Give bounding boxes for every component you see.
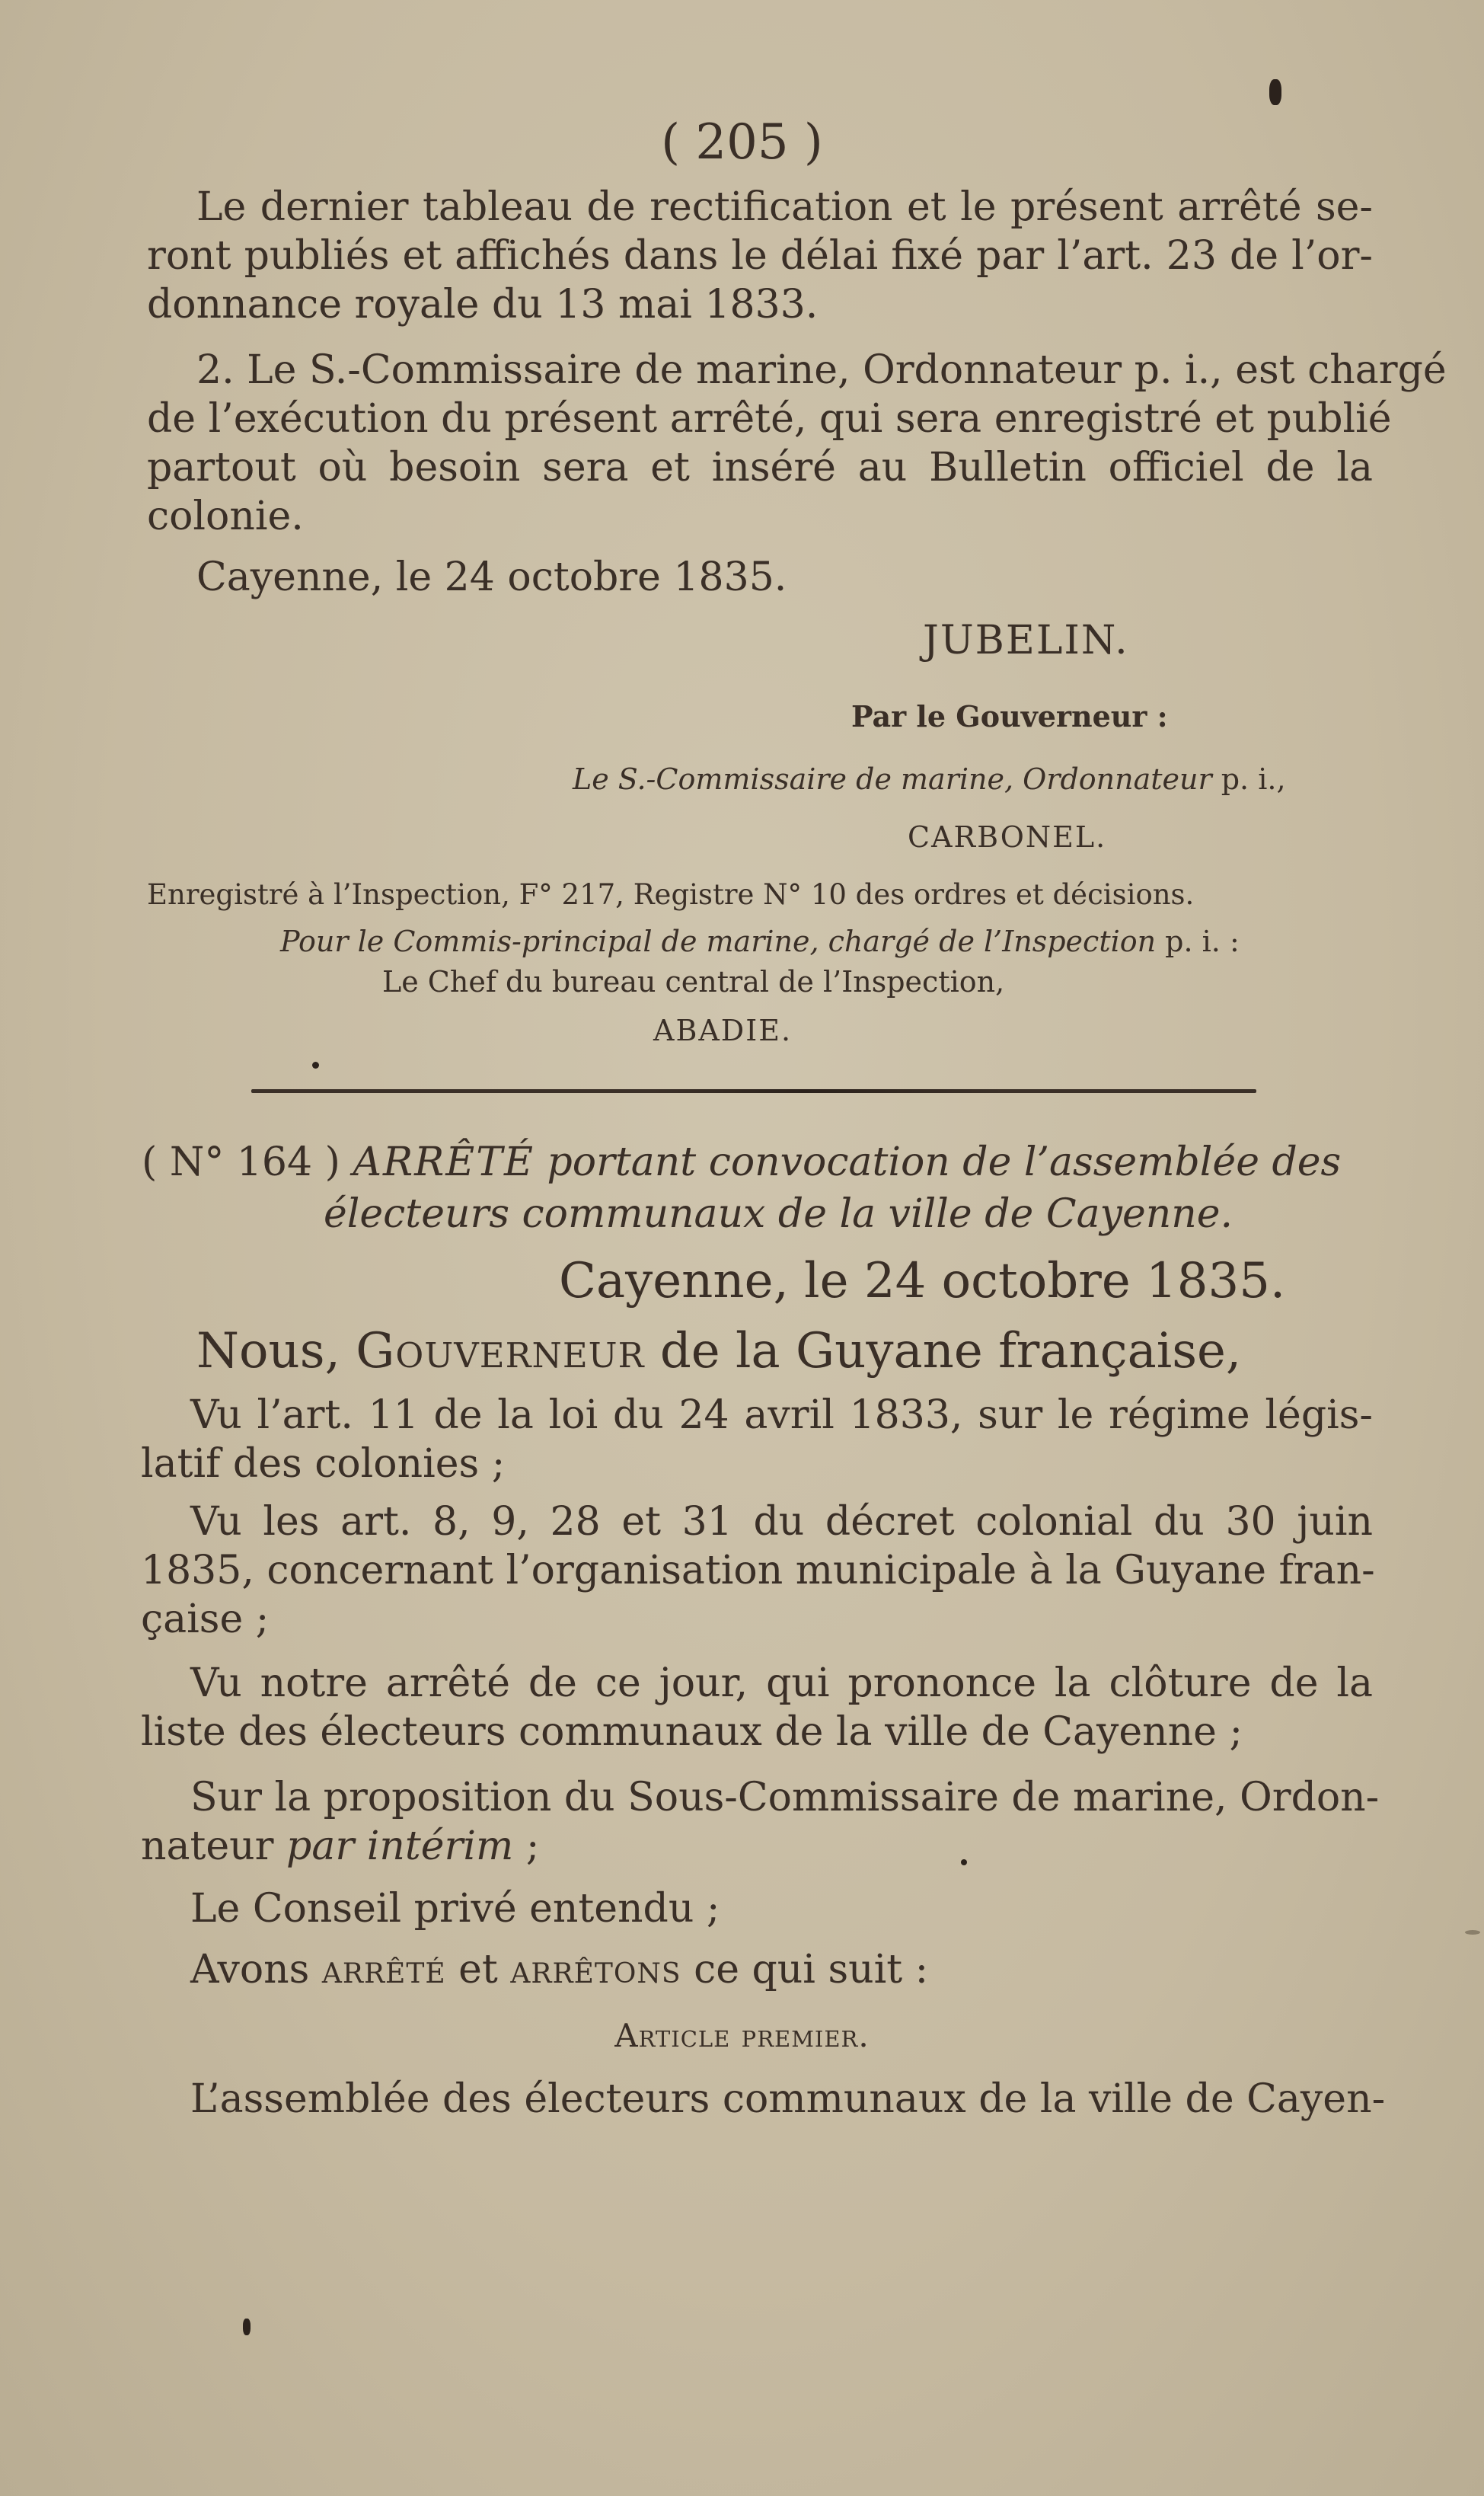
- arrete-title-rest: portant convocation de l’assemblée des: [534, 1139, 1342, 1185]
- par-interim: par intérim: [286, 1823, 514, 1869]
- paragraph-line: L’assemblée des électeurs communaux de la ville de Cayen-: [190, 2076, 1386, 2122]
- paragraph-line: Vu les art. 8, 9, 28 et 31 du décret colonial du 30 juin: [190, 1499, 1373, 1545]
- paragraph-line: Vu notre arrêté de ce jour, qui prononce la clôture de la: [190, 1660, 1373, 1706]
- arretons-word: arrêtons: [510, 1947, 681, 1993]
- abadie-signature: ABADIE.: [653, 1014, 793, 1047]
- ink-speck: [961, 1859, 967, 1865]
- nous-word: Nous,: [196, 1323, 340, 1379]
- line-end: ;: [513, 1823, 540, 1869]
- pour-le-suffix: p. i. :: [1156, 925, 1240, 958]
- paragraph-line: Vu l’art. 11 de la loi du 24 avril 1833, sur le régime légis-: [190, 1392, 1373, 1438]
- et-word: et: [445, 1947, 511, 1993]
- pour-le-line: [280, 927, 1240, 956]
- paragraph-line: 2. Le S.-Commissaire de marine, Ordonnateur p. i., est chargé: [196, 347, 1447, 393]
- par-le-gouverneur: Par le Gouverneur :: [851, 699, 1168, 733]
- article-heading: Article premier.: [614, 2017, 870, 2054]
- arrete-heading-line2: électeurs communaux de la ville de Cayenne.: [324, 1191, 1233, 1237]
- paragraph-line: donnance royale du 13 mai 1833.: [147, 282, 819, 328]
- paragraph-line: colonie.: [147, 494, 304, 539]
- commissaire-title: Le S.-Commissaire de marine, Ordonnateur: [573, 762, 1212, 796]
- registration-line: Enregistré à l’Inspection, F° 217, Registre N° 10 des ordres et décisions.: [147, 878, 1195, 911]
- arrete-place-date: Cayenne, le 24 octobre 1835.: [559, 1253, 1286, 1309]
- gouverneur-word: Gouverneur: [356, 1323, 645, 1379]
- date-line: Cayenne, le 24 octobre 1835.: [196, 554, 787, 600]
- arrete-number: ( N° 164 ): [142, 1139, 340, 1185]
- ink-speck: [1269, 79, 1281, 105]
- pour-le-title: Pour le Commis-principal de marine, chargé de l’Inspection: [280, 925, 1157, 958]
- chef-line: Le Chef du bureau central de l’Inspection,: [382, 965, 1005, 999]
- commissaire-line: [573, 762, 1286, 796]
- paragraph-line: partout où besoin sera et inséré au Bulletin officiel de la: [147, 445, 1373, 491]
- page-number: ( 205 ): [661, 114, 823, 171]
- section-divider: [251, 1089, 1256, 1093]
- commissaire-suffix: p. i.,: [1211, 762, 1286, 796]
- nateur-word: nateur: [141, 1823, 287, 1869]
- carbonel-signature: CARBONEL.: [908, 820, 1107, 854]
- paragraph-line: de l’exécution du présent arrêté, qui sera enregistré et publié: [147, 396, 1392, 442]
- arrete-title-caps: ARRÊTÉ: [353, 1139, 535, 1185]
- paragraph-line: çaise ;: [141, 1596, 270, 1642]
- paragraph-line: 1835, concernant l’organisation municipale à la Guyane fran-: [141, 1548, 1375, 1593]
- nous-rest: de la Guyane française,: [644, 1323, 1242, 1379]
- paragraph-line: Le dernier tableau de rectification et le présent arrêté se-: [196, 184, 1373, 230]
- paragraph-line: Sur la proposition du Sous-Commissaire de marine, Ordon-: [190, 1775, 1380, 1820]
- avons-line: [190, 1947, 929, 1993]
- paragraph-line: ront publiés et affichés dans le délai fixé par l’art. 23 de l’or-: [147, 233, 1373, 279]
- paragraph-line: [141, 1823, 540, 1869]
- conseil-line: Le Conseil privé entendu ;: [190, 1886, 720, 1932]
- avons-word: Avons: [190, 1947, 322, 1993]
- paragraph-line: latif des colonies ;: [141, 1441, 506, 1487]
- ink-speck: [1465, 1930, 1480, 1935]
- arrete-word: arrêté: [321, 1947, 446, 1993]
- nous-line: [196, 1323, 1242, 1379]
- arrete-heading-line1: [142, 1139, 1342, 1185]
- avons-rest: ce qui suit :: [681, 1947, 929, 1993]
- ink-speck: [312, 1062, 319, 1069]
- signatory-name: JUBELIN.: [923, 618, 1129, 663]
- ink-speck: [243, 2319, 251, 2335]
- paragraph-line: liste des électeurs communaux de la ville de Cayenne ;: [141, 1709, 1243, 1755]
